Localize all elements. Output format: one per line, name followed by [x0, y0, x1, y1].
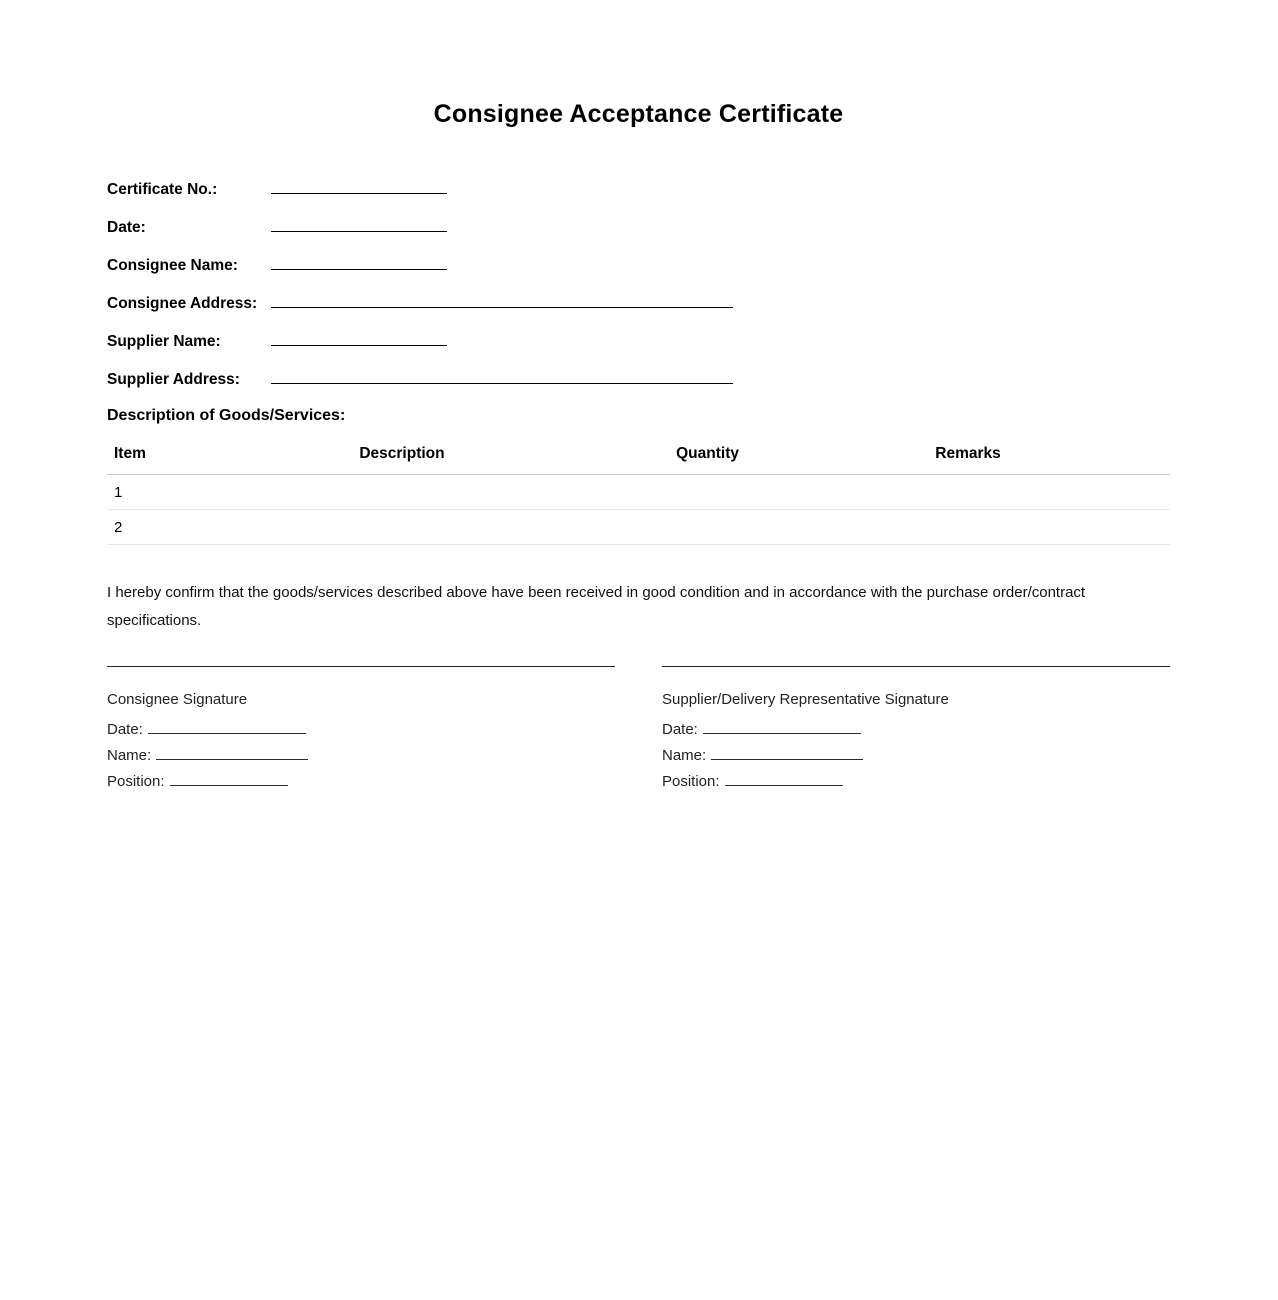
- consignee-position-row: [107, 769, 615, 795]
- supplier-name-row: [662, 743, 1170, 769]
- col-header-item: Item: [107, 439, 155, 475]
- cell-description: [155, 475, 649, 510]
- consignee-address-label: Consignee Address:: [107, 295, 258, 312]
- supplier-date-blank-line: [703, 720, 861, 734]
- supplier-signature-title: Supplier/Delivery Representative Signature: [662, 691, 949, 708]
- field-certificate-no: [107, 176, 1170, 198]
- supplier-sig-name-label: Name:: [662, 747, 707, 764]
- consignee-date-label: Date:: [107, 721, 143, 738]
- field-supplier-address: [107, 366, 1170, 388]
- field-consignee-name: [107, 252, 1170, 274]
- field-date: [107, 214, 1170, 236]
- certificate-meta-group: [107, 176, 1170, 236]
- goods-section-heading: Description of Goods/Services:: [107, 407, 346, 424]
- supplier-position-label: Position:: [662, 773, 720, 790]
- supplier-name-label: Supplier Name:: [107, 333, 221, 350]
- date-blank-line: [271, 214, 447, 232]
- certificate-no-label: Certificate No.:: [107, 181, 218, 198]
- consignee-signature-line: [107, 666, 615, 667]
- supplier-signature-line: [662, 666, 1170, 667]
- consignee-position-label: Position:: [107, 773, 165, 790]
- field-consignee-address: [107, 290, 1170, 312]
- cell-remarks: [766, 510, 1170, 545]
- consignee-sig-name-label: Name:: [107, 747, 152, 764]
- supplier-address-label: Supplier Address:: [107, 371, 240, 388]
- table-row: [107, 510, 1170, 545]
- cell-quantity: [649, 475, 766, 510]
- table-row: [107, 475, 1170, 510]
- col-header-remarks: Remarks: [766, 439, 1170, 475]
- consignee-name-row: [107, 743, 615, 769]
- supplier-position-row: [662, 769, 1170, 795]
- supplier-signature-block: [662, 666, 1170, 795]
- consignee-address-blank-line: [271, 290, 733, 308]
- supplier-address-blank-line: [271, 366, 733, 384]
- consignee-name-blank-line: [271, 252, 447, 270]
- supplier-group: [107, 328, 1170, 388]
- goods-table-header-row: [107, 439, 1170, 475]
- consignee-date-row: [107, 717, 615, 743]
- consignee-sig-name-blank-line: [156, 746, 308, 760]
- col-header-quantity: Quantity: [649, 439, 766, 475]
- goods-table: [107, 439, 1170, 545]
- cell-remarks: [766, 475, 1170, 510]
- supplier-name-blank-line: [271, 328, 447, 346]
- field-supplier-name: [107, 328, 1170, 350]
- supplier-date-label: Date:: [662, 721, 698, 738]
- consignee-name-label: Consignee Name:: [107, 257, 238, 274]
- consignee-position-blank-line: [170, 772, 288, 786]
- certificate-no-blank-line: [271, 176, 447, 194]
- supplier-position-blank-line: [725, 772, 843, 786]
- supplier-sig-name-blank-line: [711, 746, 863, 760]
- col-header-description: Description: [155, 439, 649, 475]
- cell-item: 1: [107, 475, 155, 510]
- supplier-date-row: [662, 717, 1170, 743]
- page-title: Consignee Acceptance Certificate: [433, 100, 844, 128]
- date-label: Date:: [107, 219, 146, 236]
- consignee-group: [107, 252, 1170, 312]
- consignee-date-blank-line: [148, 720, 306, 734]
- consignee-signature-title: Consignee Signature: [107, 691, 248, 708]
- cell-item: 2: [107, 510, 155, 545]
- consignee-signature-block: [107, 666, 615, 795]
- cell-description: [155, 510, 649, 545]
- signature-section: [107, 666, 1170, 795]
- cell-quantity: [649, 510, 766, 545]
- confirmation-statement: I hereby confirm that the goods/services described above have been received in good condition and in accordance with the purchase order/contract specifications.: [107, 584, 1086, 629]
- form-fields: [107, 176, 1170, 388]
